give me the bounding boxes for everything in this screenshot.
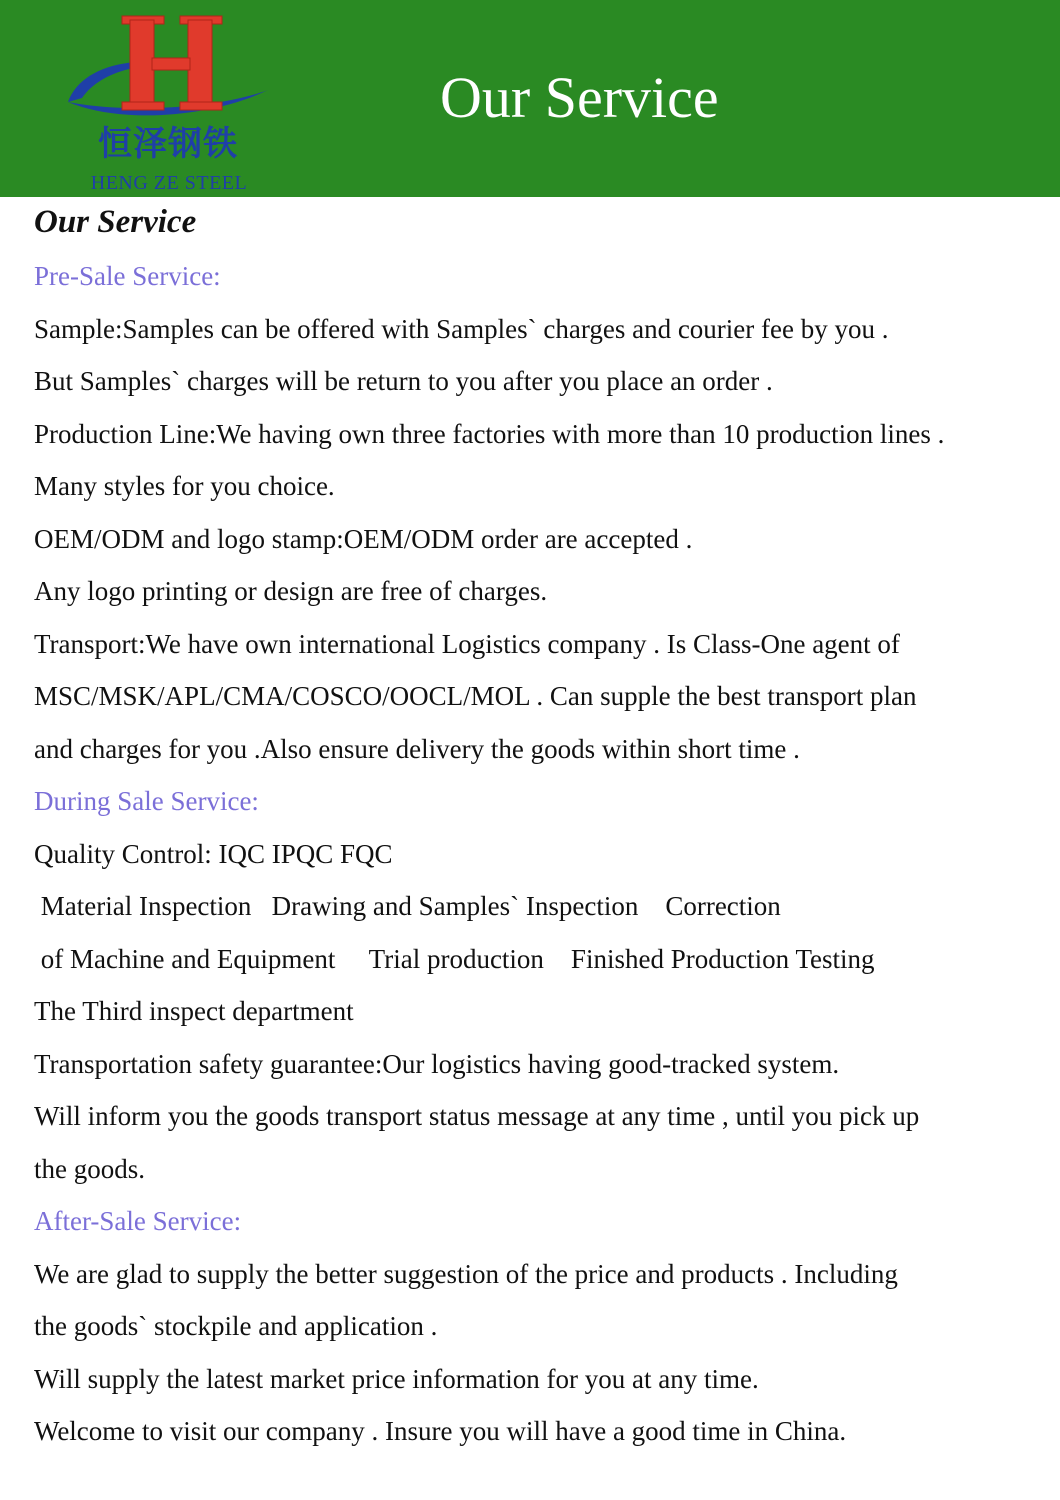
text-line: the goods` stockpile and application . [34,1311,438,1341]
text-line: and charges for you .Also ensure delivery the goods within short time . [34,733,800,764]
text-line: Material Inspection Drawing and Samples` Inspection Correction [34,891,781,921]
text-line: But Samples` charges will be return to you after you place an order . [34,366,773,396]
text-line: Transportation safety guarantee:Our logistics having good-tracked system. [34,1048,840,1079]
section-title-after-sale: After-Sale Service: [34,1206,242,1236]
text-line: Production Line:We having own three factories with more than 10 production lines . [34,418,945,449]
text-line: Quality Control: IQC IPQC FQC [34,838,393,869]
section-title-during-sale: During Sale Service: [34,786,259,816]
text-line: Many styles for you choice. [34,471,335,501]
text-line: Will supply the latest market price information for you at any time. [34,1363,759,1394]
text-line: Will inform you the goods transport status message at any time , until you pick up [34,1101,920,1131]
text-line: the goods. [34,1153,145,1184]
logo-mark [60,6,280,136]
logo-name-english: HENG ZE STEEL [90,172,248,194]
text-line: The Third inspect department [34,996,354,1026]
service-content [34,198,1054,1458]
text-line: We are glad to supply the better suggestion of the price and products . Including [34,1258,898,1289]
text-line: Sample:Samples can be offered with Samples` charges and courier fee by you . [34,313,889,344]
text-line: Welcome to visit our company . Insure you will have a good time in China. [34,1416,847,1446]
header-banner [0,0,1060,197]
logo-letter-h [122,16,222,110]
logo-name-chinese: 恒泽钢铁 [98,124,238,164]
logo-swoosh-bottom [68,90,268,115]
text-line: Transport:We have own international Logistics company . Is Class-One agent of [34,628,900,659]
page-heading: Our Service [34,204,197,240]
text-line: OEM/ODM and logo stamp:OEM/ODM order are accepted . [34,523,693,554]
company-logo [60,6,280,196]
banner-title: Our Service [440,65,719,130]
text-line: Any logo printing or design are free of charges. [34,576,548,606]
text-line: of Machine and Equipment Trial production Finished Production Testing [34,943,875,974]
text-line: MSC/MSK/APL/CMA/COSCO/OOCL/MOL . Can supple the best transport plan [34,681,917,711]
section-title-pre-sale: Pre-Sale Service: [34,261,221,291]
